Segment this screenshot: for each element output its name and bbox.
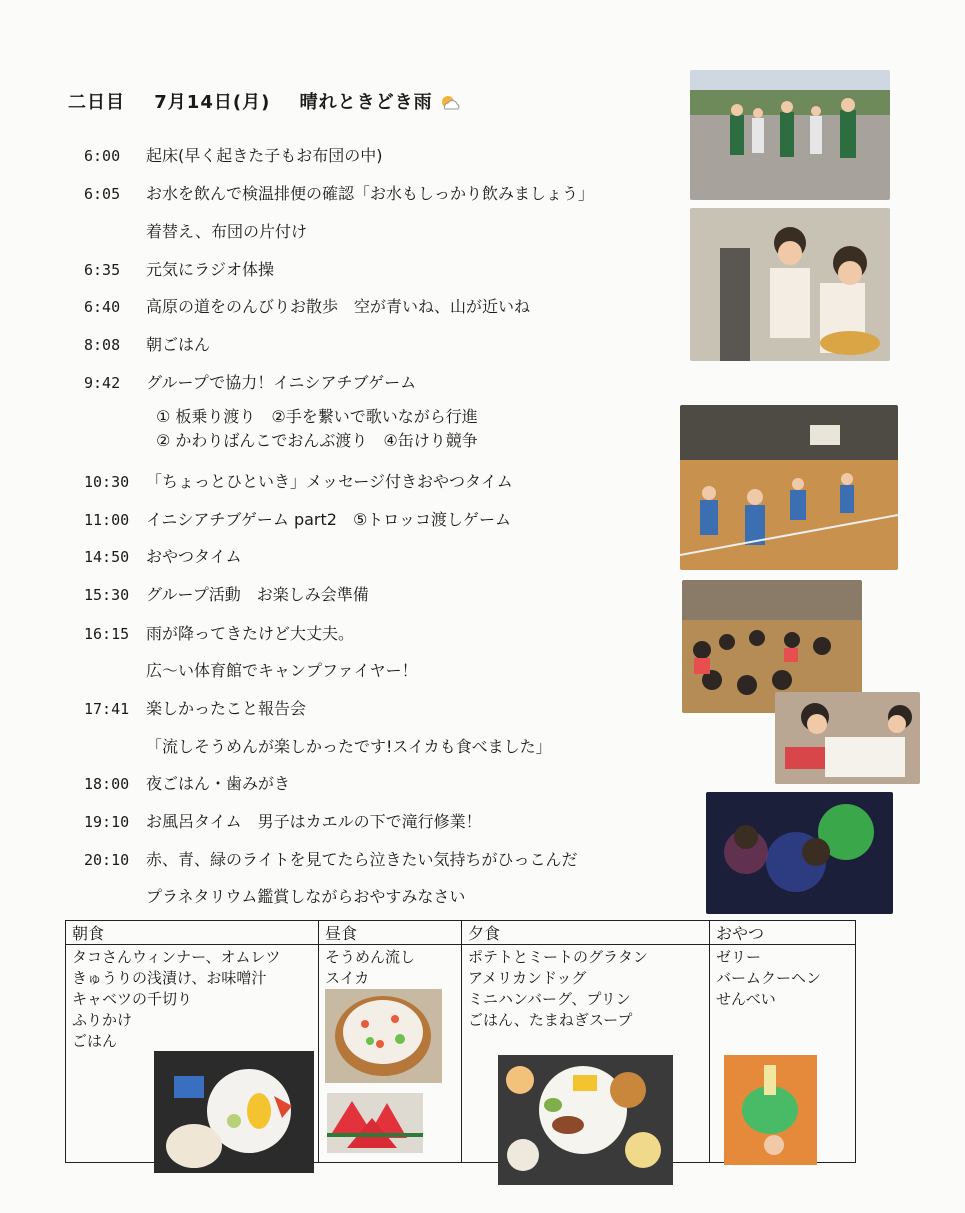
menu-item: ミニハンバーグ、プリン <box>468 990 631 1008</box>
sun-cloud-icon <box>440 95 462 111</box>
date-label: 7月14日(月) <box>154 92 271 113</box>
schedule-text: プラネタリウム鑑賞しながらおやすみなさい <box>146 887 466 906</box>
menu-header-snack: おやつ <box>710 921 856 945</box>
menu-item: ふりかけ <box>72 1011 133 1029</box>
schedule-row <box>84 809 482 832</box>
menu-item: せんべい <box>716 990 776 1008</box>
schedule-time: 6:35 <box>84 261 121 279</box>
schedule-row <box>84 658 418 681</box>
schedule-row <box>84 771 290 794</box>
menu-item: ゼリー <box>716 948 762 966</box>
schedule-row <box>84 847 578 870</box>
photo-dinner-tray <box>498 1055 673 1185</box>
day-label: 二日目 <box>68 92 125 113</box>
schedule-row <box>84 582 369 605</box>
schedule-time: 9:42 <box>84 374 121 392</box>
schedule-row <box>84 469 513 492</box>
menu-item: キャベツの千切り <box>72 990 193 1008</box>
photo-report-writing <box>775 692 920 784</box>
menu-item: アメリカンドッグ <box>468 969 587 987</box>
schedule-time: 20:10 <box>84 851 130 869</box>
game-line-2: ② かわりばんこでおんぶ渡り ④缶けり競争 <box>156 431 478 450</box>
menu-item: そうめん流し <box>325 948 416 966</box>
schedule-text: 赤、青、緑のライトを見てたら泣きたい気持ちがひっこんだ <box>146 850 578 869</box>
schedule-time: 15:30 <box>84 586 130 604</box>
schedule-text: 起床(早く起きた子もお布団の中) <box>146 146 383 165</box>
menu-cell-lunch <box>319 945 462 1163</box>
schedule-row <box>84 257 274 280</box>
menu-cell-breakfast <box>66 945 319 1163</box>
menu-item: スイカ <box>325 969 370 987</box>
menu-item: タコさんウィンナー、オムレツ <box>72 948 281 966</box>
weather-label: 晴れときどき雨 <box>299 92 433 113</box>
menu-header-lunch: 昼食 <box>319 921 462 945</box>
photo-breakfast-tray <box>154 1051 314 1173</box>
menu-cell-dinner <box>462 945 710 1163</box>
schedule-time: 19:10 <box>84 813 130 831</box>
schedule-row <box>84 370 416 393</box>
schedule-text: 朝ごはん <box>146 335 211 354</box>
photo-jelly <box>724 1055 817 1165</box>
schedule-text: グループで協力！イニシアチブゲーム <box>146 373 417 392</box>
game-line-1: ① 板乗り渡り ②手を繋いで歌いながら行進 <box>156 407 478 426</box>
menu-item: ポテトとミートのグラタン <box>468 948 648 966</box>
schedule-text: 「流しそうめんが楽しかったです!スイカも食べました」 <box>146 737 552 756</box>
schedule-text: 雨が降ってきたけど大丈夫。 <box>146 624 355 643</box>
photo-planetarium <box>706 792 893 914</box>
schedule-row <box>84 621 354 644</box>
menu-header-breakfast: 朝食 <box>66 921 319 945</box>
schedule-time: 6:40 <box>84 298 121 316</box>
photo-gym-game <box>680 405 898 570</box>
photo-watermelon <box>327 1093 423 1153</box>
menu-item: きゅうりの浅漬け、お味噌汁 <box>72 969 267 987</box>
schedule-text: おやつタイム <box>146 547 242 566</box>
schedule-time: 6:05 <box>84 185 121 203</box>
schedule-row <box>84 544 242 567</box>
schedule-text: 着替え、布団の片付け <box>146 222 307 241</box>
schedule-row <box>84 696 306 719</box>
menu-item: バームクーヘン <box>716 969 822 987</box>
schedule-time: 14:50 <box>84 548 130 566</box>
schedule-row <box>84 294 530 317</box>
schedule-row <box>84 332 210 355</box>
schedule-time: 8:08 <box>84 336 121 354</box>
schedule-row <box>84 143 383 166</box>
schedule-row <box>84 734 552 757</box>
menu-header-dinner: 夕食 <box>462 921 710 945</box>
schedule-time: 16:15 <box>84 625 130 643</box>
schedule-row <box>84 181 594 204</box>
schedule-row <box>84 507 511 530</box>
schedule-text: 「ちょっとひといき」メッセージ付きおやつタイム <box>146 472 513 491</box>
menu-item: ごはん、たまねぎスープ <box>468 1011 633 1029</box>
schedule-text: お風呂タイム 男子はカエルの下で滝行修業！ <box>146 812 482 831</box>
page-title <box>68 88 462 114</box>
menu-table <box>65 920 856 1163</box>
schedule-text: お水を飲んで検温排便の確認「お水もしっかり飲みましょう」 <box>146 184 595 203</box>
schedule-time: 10:30 <box>84 473 130 491</box>
schedule-text: 広～い体育館でキャンプファイヤー！ <box>146 661 418 680</box>
schedule-text: イニシアチブゲーム part2 ⑤トロッコ渡しゲーム <box>146 510 511 529</box>
schedule-time: 17:41 <box>84 700 130 718</box>
schedule-text: 高原の道をのんびりお散歩 空が青いね、山が近いね <box>146 297 531 316</box>
schedule-time: 11:00 <box>84 511 130 529</box>
schedule-text: 元気にラジオ体操 <box>146 260 275 279</box>
schedule-time: 6:00 <box>84 147 121 165</box>
photo-breakfast-line <box>690 208 890 361</box>
schedule-row <box>84 219 307 242</box>
menu-cell-snack <box>710 945 856 1163</box>
schedule-text: 楽しかったこと報告会 <box>146 699 307 718</box>
schedule-text: 夜ごはん・歯みがき <box>146 774 291 793</box>
game-list <box>156 405 478 453</box>
schedule-text: グループ活動 お楽しみ会準備 <box>146 585 369 604</box>
photo-walk <box>690 70 890 200</box>
schedule-time: 18:00 <box>84 775 130 793</box>
photo-somen <box>325 989 442 1083</box>
schedule-row <box>84 884 465 907</box>
menu-item: ごはん <box>72 1032 118 1050</box>
